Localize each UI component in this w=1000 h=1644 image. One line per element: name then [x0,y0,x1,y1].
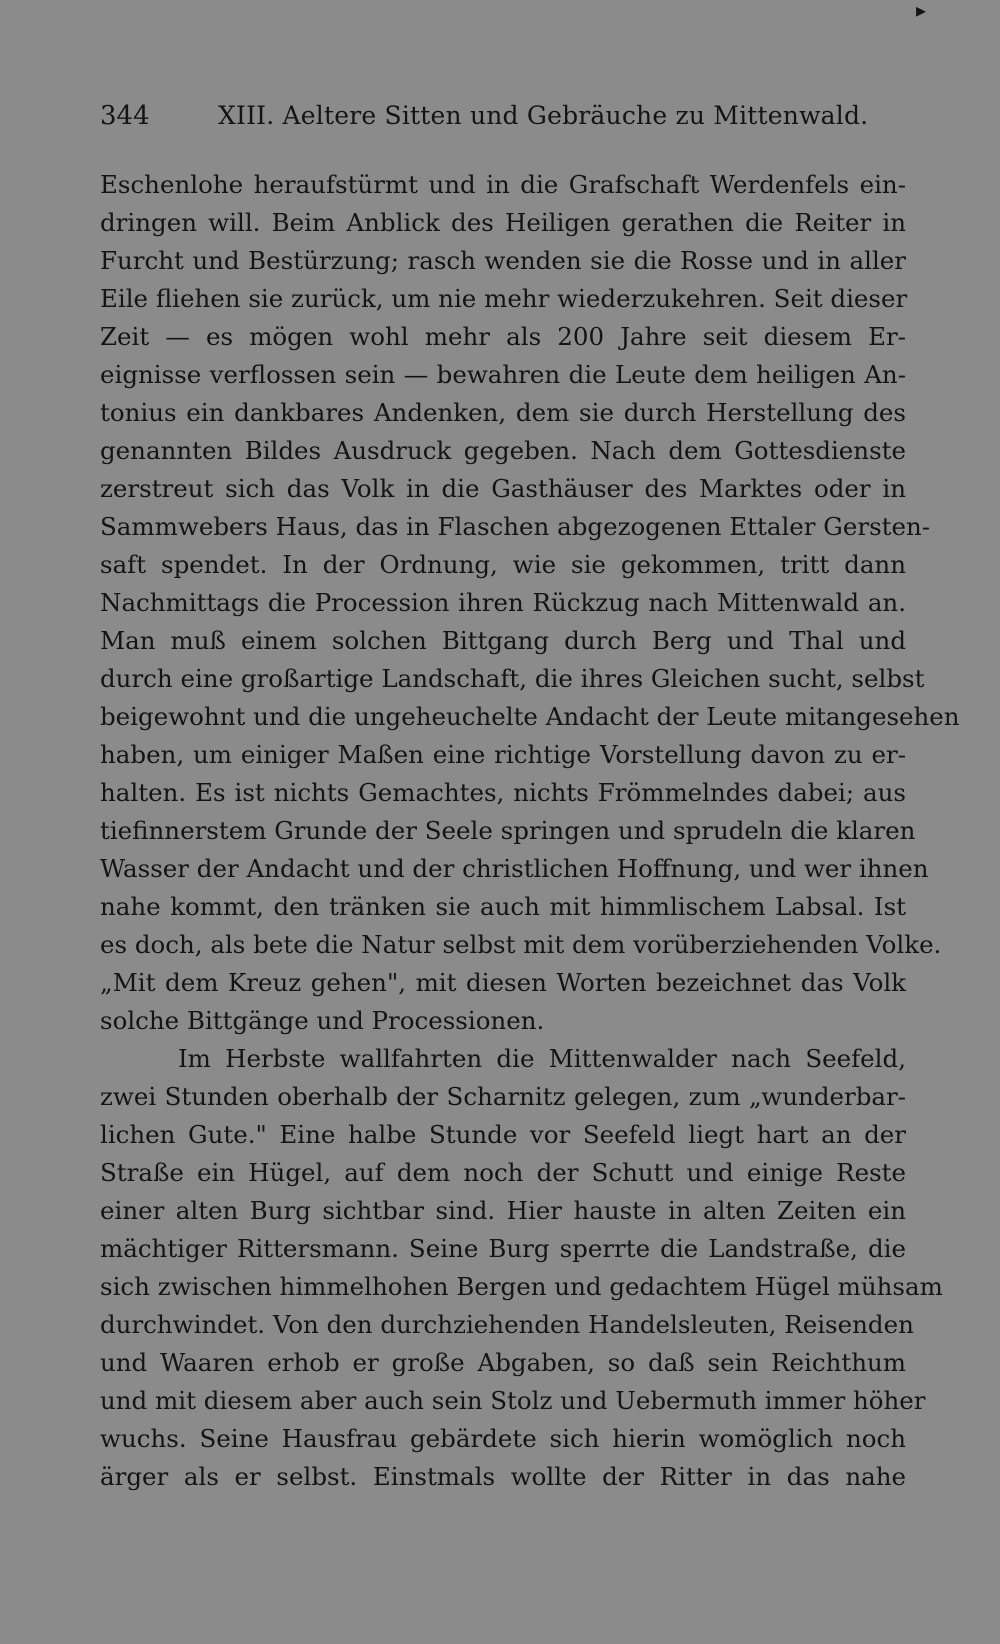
text-line: es doch, als bete die Natur selbst mit dem vorüberziehenden Volke. [100,930,942,959]
text-line: Eschenlohe heraufstürmt und in die Grafschaft Werdenfels ein- [100,170,906,199]
text-line: Man muß einem solchen Bittgang durch Berg und Thal und [100,626,906,655]
text-line: mächtiger Rittersmann. Seine Burg sperrte die Landstraße, die [100,1234,906,1263]
text-line: durch eine großartige Landschaft, die ihres Gleichen sucht, selbst [100,664,925,693]
text-line: solche Bittgänge und Processionen. [100,1006,545,1035]
text-line: Wasser der Andacht und der christlichen Hoffnung, und wer ihnen [100,854,929,883]
text-line: durchwindet. Von den durchziehenden Handelsleuten, Reisenden [100,1310,914,1339]
text-line: eignisse verflossen sein — bewahren die Leute dem heiligen An- [100,360,906,389]
text-line: Furcht und Bestürzung; rasch wenden sie die Rosse und in aller [100,246,906,275]
body-text [100,166,960,1496]
text-line: Zeit — es mögen wohl mehr als 200 Jahre seit diesem Er- [100,322,906,351]
text-line: halten. Es ist nichts Gemachtes, nichts Frömmelndes dabei; aus [100,778,906,807]
text-line: tiefinnerstem Grunde der Seele springen und sprudeln die klaren [100,816,916,845]
text-line: beigewohnt und die ungeheuchelte Andacht der Leute mitangesehen [100,702,960,731]
text-line: nahe kommt, den tränken sie auch mit himmlischem Labsal. Ist [100,892,906,921]
text-line: dringen will. Beim Anblick des Heiligen gerathen die Reiter in [100,208,906,237]
text-line: tonius ein dankbares Andenken, dem sie durch Herstellung des [100,398,906,427]
text-line: Nachmittags die Procession ihren Rückzug nach Mittenwald an. [100,588,906,617]
text-line: haben, um einiger Maßen eine richtige Vorstellung davon zu er- [100,740,906,769]
text-line: sich zwischen himmelhohen Bergen und gedachtem Hügel mühsam [100,1272,943,1301]
text-line: lichen Gute." Eine halbe Stunde vor Seefeld liegt hart an der [100,1120,906,1149]
text-line: und mit diesem aber auch sein Stolz und Uebermuth immer höher [100,1386,926,1415]
text-line: ärger als er selbst. Einstmals wollte der Ritter in das nahe [100,1462,906,1491]
corner-mark: ▸ [916,0,927,22]
page-number: 344 [100,101,150,131]
text-line: wuchs. Seine Hausfrau gebärdete sich hierin womöglich noch [100,1424,906,1453]
text-line: einer alten Burg sichtbar sind. Hier hauste in alten Zeiten ein [100,1196,906,1225]
text-line: Straße ein Hügel, auf dem noch der Schutt und einige Reste [100,1158,906,1187]
running-head: XIII. Aeltere Sitten und Gebräuche zu Mittenwald. [218,101,869,130]
text-line: „Mit dem Kreuz gehen", mit diesen Worten bezeichnet das Volk [100,968,906,997]
text-line: zwei Stunden oberhalb der Scharnitz gelegen, zum „wunderbar- [100,1082,906,1111]
page-header [100,96,910,136]
text-line: saft spendet. In der Ordnung, wie sie gekommen, tritt dann [100,550,906,579]
text-line: Sammwebers Haus, das in Flaschen abgezogenen Ettaler Gersten- [100,512,931,541]
paragraph-first-line: Im Herbste wallfahrten die Mittenwalder nach Seefeld, [178,1044,906,1073]
text-line: genannten Bildes Ausdruck gegeben. Nach dem Gottesdienste [100,436,906,465]
text-line: und Waaren erhob er große Abgaben, so daß sein Reichthum [100,1348,906,1377]
text-line: zerstreut sich das Volk in die Gasthäuser des Marktes oder in [100,474,906,503]
text-line: Eile fliehen sie zurück, um nie mehr wiederzukehren. Seit dieser [100,284,908,313]
